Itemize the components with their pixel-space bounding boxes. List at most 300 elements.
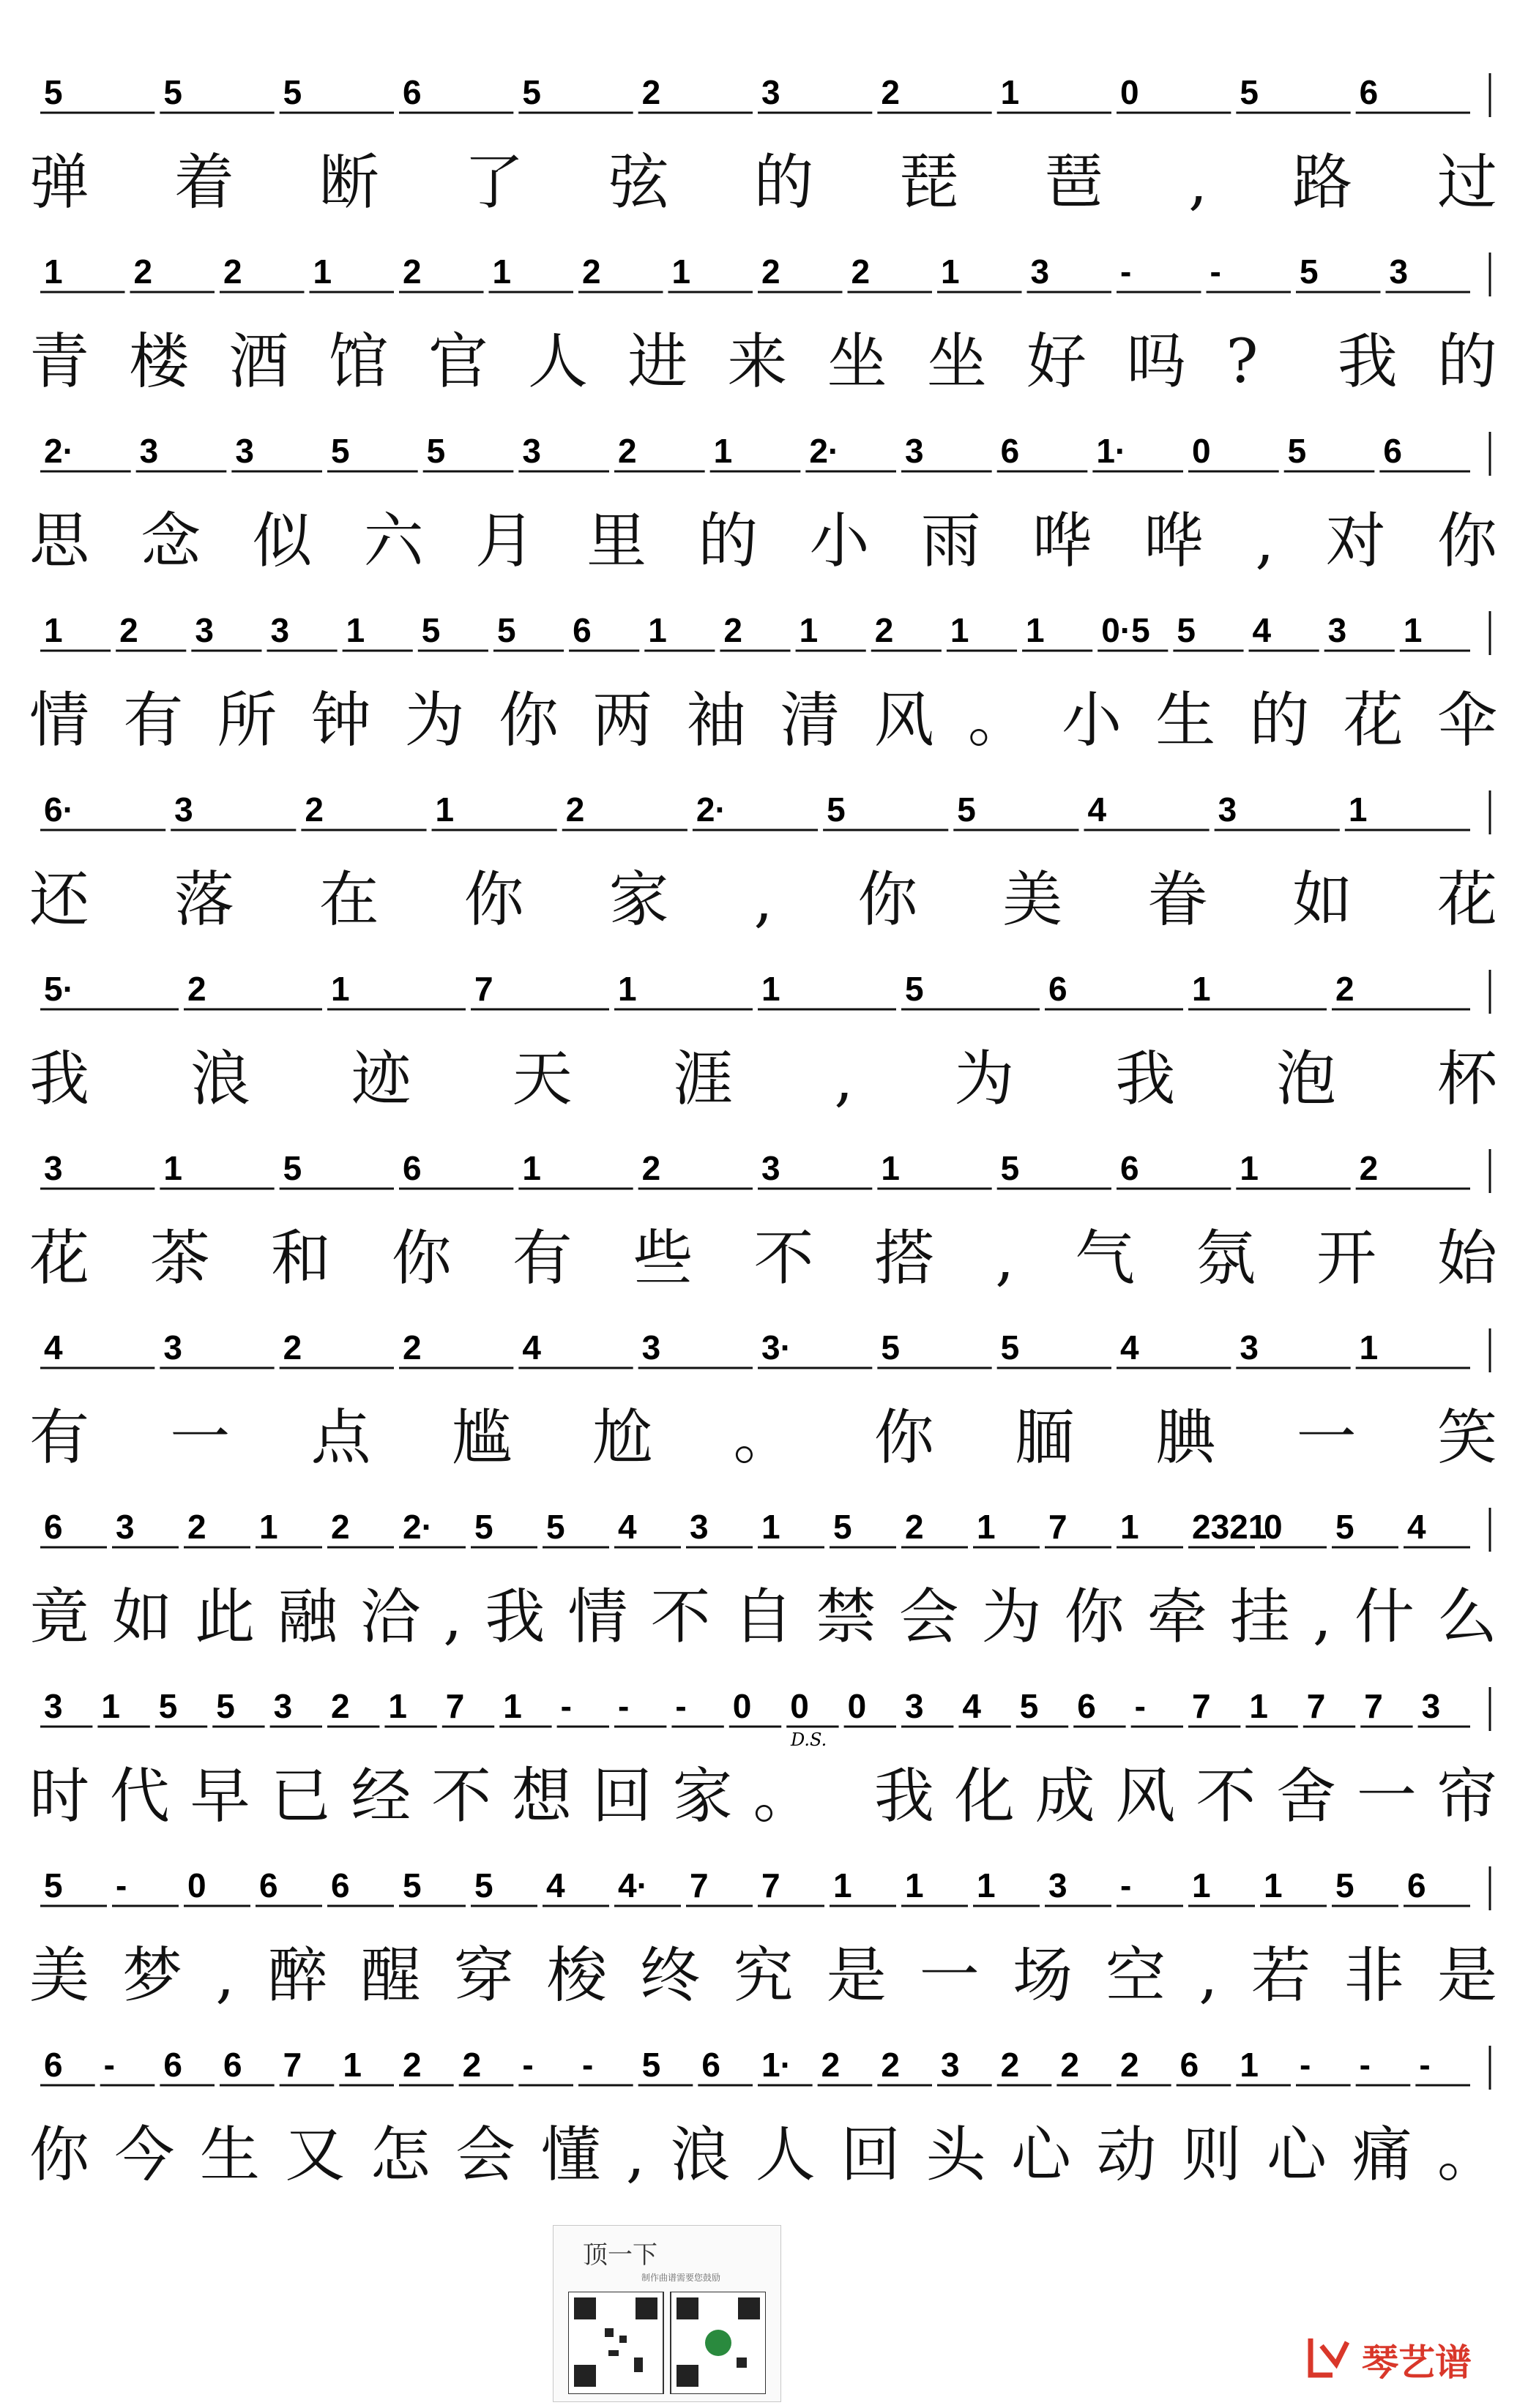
lyric-char: 终	[640, 1941, 701, 2011]
brand-name: 琴艺谱	[1362, 2341, 1472, 2384]
lyric-char: 化	[954, 1762, 1015, 1831]
lyric-char: 代	[109, 1762, 170, 1831]
lyrics-row	[29, 322, 1497, 403]
notation-row	[29, 1134, 1497, 1222]
lyric-char: 眷	[1147, 865, 1208, 935]
lyric-char: ,	[753, 865, 773, 935]
note: 6	[331, 1866, 350, 1904]
note: 0	[1120, 73, 1139, 111]
lyric-char: 帘	[1436, 1762, 1497, 1831]
lyric-char: 来	[727, 327, 788, 397]
lyric-char: 袖	[686, 686, 747, 755]
notation-row	[29, 1314, 1497, 1402]
note: 1	[343, 2046, 362, 2084]
note: 6	[259, 1866, 278, 1904]
note: 1	[503, 1687, 522, 1725]
lyric-char: 如	[1292, 865, 1353, 935]
lyric-char: 哗	[1032, 506, 1092, 576]
note: 1	[648, 611, 667, 649]
lyric-char: 我	[873, 1762, 934, 1831]
lyric-char: 家	[672, 1762, 733, 1831]
note: 2	[1120, 2046, 1139, 2084]
donation-subtitle: 制作曲谱需要您鼓励	[641, 2273, 721, 2283]
lyric-char: 思	[29, 506, 90, 576]
note: 2	[223, 253, 242, 291]
lyrics-row	[29, 1936, 1497, 2016]
note: 3	[761, 73, 780, 111]
note: 1	[941, 253, 960, 291]
lyric-char: 月	[474, 506, 535, 576]
lyric-char: 人	[755, 2120, 816, 2190]
lyric-char: ?	[1226, 327, 1259, 397]
note: 1	[1240, 2046, 1259, 2084]
note: 5	[1000, 1149, 1020, 1187]
note: 3	[163, 1328, 182, 1366]
note: 2	[851, 253, 871, 291]
note: 2	[1060, 2046, 1079, 2084]
note: 2	[905, 1508, 924, 1546]
lyric-char: 对	[1325, 506, 1386, 576]
note: 0	[732, 1687, 752, 1725]
lyric-char: 挂	[1229, 1582, 1290, 1652]
note: 3	[1030, 253, 1050, 291]
note: 2	[1359, 1149, 1379, 1187]
lyric-char: ,	[995, 1224, 1015, 1293]
note: 6	[1077, 1687, 1096, 1725]
lyric-char: 氛	[1196, 1224, 1256, 1293]
notation-row	[29, 59, 1497, 146]
note: 1	[388, 1687, 407, 1725]
lyric-char: 清	[780, 686, 841, 755]
lyric-char: 坐	[827, 327, 887, 397]
lyric-char: 空	[1106, 1941, 1166, 2011]
notation-row	[29, 955, 1497, 1043]
note: -	[1120, 253, 1132, 291]
lyric-char: 涯	[673, 1044, 734, 1114]
lyric-char: 路	[1292, 148, 1353, 217]
lyric-char: 腼	[1015, 1403, 1076, 1473]
lyric-char: 会	[898, 1582, 959, 1652]
lyric-char: 我	[1337, 327, 1398, 397]
note: 6	[44, 1508, 63, 1546]
notation-svg	[29, 238, 1497, 326]
lyric-char: 回	[592, 1762, 652, 1831]
note: 2	[821, 2046, 841, 2084]
lyric-char: 伞	[1436, 686, 1497, 755]
lyric-char: 醉	[267, 1941, 328, 2011]
note: 1	[799, 611, 819, 649]
lyric-char: 你	[873, 1403, 934, 1473]
brand-logo	[1303, 2327, 1508, 2386]
lyric-char: 的	[753, 148, 814, 217]
note: -	[1300, 2046, 1311, 2084]
note: 1	[1264, 1866, 1283, 1904]
lyric-char: 已	[270, 1762, 331, 1831]
note: 4	[1407, 1508, 1426, 1546]
lyrics-row	[29, 860, 1497, 941]
note: 7	[1048, 1508, 1067, 1546]
lyrics-row	[29, 1219, 1497, 1299]
lyric-char: 泡	[1276, 1044, 1337, 1114]
lyric-char: 怎	[370, 2120, 431, 2190]
note: 4	[1252, 611, 1272, 649]
note: 3	[195, 611, 214, 649]
lyric-char: 成	[1035, 1762, 1095, 1831]
note: 3	[44, 1687, 63, 1725]
lyric-char: ,	[625, 2120, 645, 2190]
lyric-char: 落	[174, 865, 234, 935]
lyric-char: 花	[1436, 865, 1497, 935]
lyric-char: 小	[1062, 686, 1122, 755]
notation-row	[29, 2031, 1497, 2119]
lyric-char: ,	[1255, 506, 1275, 576]
note: 3	[1048, 1866, 1067, 1904]
note: 0	[1264, 1508, 1283, 1546]
notation-row	[29, 597, 1497, 684]
note: 1	[713, 432, 733, 470]
note: 5	[1300, 253, 1319, 291]
lyric-char: 。	[1436, 2120, 1497, 2190]
lyric-char: 人	[528, 327, 589, 397]
note: 1	[101, 1687, 120, 1725]
lyric-char: 些	[633, 1224, 693, 1293]
note: 1	[977, 1866, 996, 1904]
note: 1	[1192, 970, 1211, 1008]
note: 3	[941, 2046, 960, 2084]
lyric-char: 早	[190, 1762, 250, 1831]
note: 5	[546, 1508, 565, 1546]
lyric-char: 为	[954, 1044, 1015, 1114]
note: 5·	[44, 970, 74, 1008]
note: 6	[701, 2046, 720, 2084]
lyric-char: 情	[567, 1582, 628, 1652]
note: 5	[44, 73, 63, 111]
note: 3	[641, 1328, 661, 1366]
notation-row	[29, 1493, 1497, 1581]
lyric-char: 坐	[926, 327, 987, 397]
note: 6	[1407, 1866, 1426, 1904]
note: 3	[174, 790, 193, 829]
note: 2	[565, 790, 585, 829]
lyric-char: 你	[463, 865, 524, 935]
lyric-char: 了	[463, 148, 524, 217]
lyric-char: 洽	[360, 1582, 421, 1652]
lyric-char: 梭	[547, 1941, 608, 2011]
note: 2	[1000, 2046, 1020, 2084]
note: 2	[283, 1328, 302, 1366]
lyric-char: 你	[1064, 1582, 1125, 1652]
lyric-char: 不	[650, 1582, 711, 1652]
note: 6	[1383, 432, 1402, 470]
note: 5	[833, 1508, 852, 1546]
lyric-char: 的	[698, 506, 759, 576]
note: 2·	[696, 790, 726, 829]
note: 1	[905, 1866, 924, 1904]
note: 1	[313, 253, 332, 291]
lyric-char: 进	[627, 327, 688, 397]
lyric-char: 和	[270, 1224, 331, 1293]
note: 5	[641, 2046, 661, 2084]
lyric-char: 究	[733, 1941, 794, 2011]
note: 6	[403, 73, 422, 111]
dal-segno-mark: D.S.	[791, 1730, 827, 1750]
note: 2	[119, 611, 138, 649]
note: 3	[522, 432, 541, 470]
notation-svg	[29, 2031, 1497, 2119]
note: 7	[1192, 1687, 1211, 1725]
lyric-char: ,	[834, 1044, 854, 1114]
note: 5	[1019, 1687, 1039, 1725]
note: 5	[1335, 1866, 1354, 1904]
lyric-char: 美	[1002, 865, 1063, 935]
note: 2	[403, 2046, 422, 2084]
lyrics-row	[29, 2115, 1497, 2196]
note: 5	[905, 970, 924, 1008]
note: 5	[827, 790, 846, 829]
note: 1·	[761, 2046, 791, 2084]
note: 1·	[1096, 432, 1127, 470]
lyric-char: 你	[857, 865, 918, 935]
note: 1	[346, 611, 365, 649]
lyric-char: 。	[733, 1403, 794, 1473]
note: 5	[474, 1508, 493, 1546]
note: -	[1120, 1866, 1132, 1904]
lyric-char: 回	[841, 2120, 901, 2190]
note: 6	[1359, 73, 1379, 111]
donation-title: 顶一下	[583, 2240, 657, 2270]
note: 2	[331, 1508, 350, 1546]
note: -	[1419, 2046, 1431, 2084]
note: 1	[1026, 611, 1045, 649]
note: 4	[546, 1866, 565, 1904]
lyric-char: 么	[1436, 1582, 1497, 1652]
lyric-char: 经	[351, 1762, 411, 1831]
note: 7	[761, 1866, 780, 1904]
notation-svg	[29, 1493, 1497, 1581]
note: -	[522, 2046, 534, 2084]
note: 5	[331, 432, 350, 470]
lyric-char: 杯	[1436, 1044, 1497, 1114]
note: -	[1134, 1687, 1146, 1725]
notation-svg	[29, 1672, 1497, 1760]
note: 2	[761, 253, 780, 291]
note: 2	[881, 2046, 900, 2084]
lyric-char: 你	[1436, 506, 1497, 576]
lyric-char: 一	[919, 1941, 980, 2011]
note: 1	[977, 1508, 996, 1546]
lyric-char: 醒	[360, 1941, 421, 2011]
note: 1	[331, 970, 350, 1008]
lyric-char: 尴	[451, 1403, 512, 1473]
lyric-char: 过	[1436, 148, 1497, 217]
note: 6	[223, 2046, 242, 2084]
note: -	[618, 1687, 630, 1725]
note: 1	[1120, 1508, 1139, 1546]
note: 5	[881, 1328, 900, 1366]
lyric-char: 痛	[1352, 2120, 1412, 2190]
lyric-char: 为	[981, 1582, 1042, 1652]
qr-code-image	[568, 2292, 766, 2394]
lyric-char: 念	[141, 506, 201, 576]
notation-svg	[29, 1134, 1497, 1222]
note: -	[1210, 253, 1221, 291]
note: 3	[1421, 1687, 1441, 1725]
lyric-char: 牵	[1147, 1582, 1207, 1652]
lyric-char: 馆	[328, 327, 389, 397]
note: 3	[1389, 253, 1409, 291]
note: 6	[44, 2046, 63, 2084]
note: 3	[44, 1149, 63, 1187]
note: 6	[573, 611, 592, 649]
lyric-char: 断	[318, 148, 379, 217]
lyric-char: 官	[428, 327, 488, 397]
note: -	[675, 1687, 687, 1725]
note: 6	[163, 2046, 182, 2084]
lyric-char: 在	[318, 865, 379, 935]
lyric-char: 点	[310, 1403, 371, 1473]
lyric-char: 想	[511, 1762, 572, 1831]
lyric-char: 花	[29, 1224, 90, 1293]
note: 1	[435, 790, 455, 829]
lyric-char: 始	[1436, 1224, 1497, 1293]
notation-row	[29, 417, 1497, 505]
lyric-char: 好	[1026, 327, 1087, 397]
lyric-char: 你	[498, 686, 559, 755]
lyric-char: ,	[1199, 1941, 1218, 2011]
note: 2	[331, 1687, 350, 1725]
note: 1	[761, 1508, 780, 1546]
note: 0	[790, 1687, 809, 1725]
notation-row	[29, 776, 1497, 864]
note: 0·5	[1101, 611, 1150, 649]
lyric-char: 时	[29, 1762, 90, 1831]
note: 2·	[403, 1508, 433, 1546]
note: 2	[881, 73, 900, 111]
note: 3	[273, 1687, 293, 1725]
lyric-char: 我	[29, 1044, 90, 1114]
lyric-char: 一	[1356, 1762, 1417, 1831]
lyric-char: ,	[443, 1582, 463, 1652]
note: 4	[522, 1328, 541, 1366]
lyric-char: 是	[1436, 1941, 1497, 2011]
lyric-char: 里	[586, 506, 647, 576]
lyric-char: 钟	[310, 686, 371, 755]
notation-svg	[29, 776, 1497, 864]
notation-row	[29, 238, 1497, 326]
note: 3·	[761, 1328, 791, 1366]
piano-key-logo-icon	[1303, 2331, 1354, 2382]
notation-svg	[29, 955, 1497, 1043]
lyric-char: 还	[29, 865, 90, 935]
lyric-char: 吗	[1126, 327, 1187, 397]
lyric-char: 自	[733, 1582, 794, 1652]
lyric-char: 梦	[122, 1941, 183, 2011]
note: 4	[1120, 1328, 1139, 1366]
lyric-char: 浪	[190, 1044, 250, 1114]
note: 5	[1287, 432, 1307, 470]
donation-box[interactable]	[553, 2225, 781, 2402]
note: 3	[116, 1508, 135, 1546]
note: 7	[474, 970, 493, 1008]
note: 2	[403, 253, 422, 291]
note: 0	[1192, 432, 1211, 470]
lyric-char: 你	[29, 2120, 90, 2190]
note: 5	[522, 73, 541, 111]
lyric-char: 有	[29, 1403, 90, 1473]
note: 2	[874, 611, 894, 649]
lyric-char: 不	[431, 1762, 492, 1831]
lyric-char: 今	[114, 2120, 175, 2190]
notation-svg	[29, 59, 1497, 146]
note: 2	[133, 253, 153, 291]
note: 2	[462, 2046, 482, 2084]
footer	[0, 2225, 1528, 2408]
lyric-char: 楼	[129, 327, 190, 397]
lyric-char: 生	[1155, 686, 1216, 755]
lyric-char: 的	[1249, 686, 1310, 755]
lyric-char: 我	[485, 1582, 545, 1652]
note: 1	[618, 970, 637, 1008]
lyric-char: 如	[112, 1582, 173, 1652]
note: 1	[1403, 611, 1423, 649]
lyric-char: 穿	[453, 1941, 514, 2011]
note: 5	[216, 1687, 235, 1725]
lyric-char: 家	[608, 865, 669, 935]
lyric-char: ,	[215, 1941, 235, 2011]
lyric-char: 琵	[898, 148, 959, 217]
note: 2	[723, 611, 743, 649]
lyric-char: 茶	[149, 1224, 210, 1293]
note: 1	[163, 1149, 182, 1187]
lyric-char: 天	[512, 1044, 573, 1114]
note: 4·	[618, 1866, 648, 1904]
lyric-char: 则	[1181, 2120, 1242, 2190]
lyric-char: 酒	[228, 327, 289, 397]
lyric-char: 弹	[29, 148, 90, 217]
lyric-char: 懂	[540, 2120, 601, 2190]
note: 3	[690, 1508, 709, 1546]
lyric-char: 心	[1267, 2120, 1327, 2190]
lyric-char: 开	[1316, 1224, 1377, 1293]
note: 3	[1240, 1328, 1259, 1366]
note: 1	[1192, 1866, 1211, 1904]
lyrics-row	[29, 1757, 1497, 1837]
lyric-char: ,	[1188, 148, 1208, 217]
lyric-char: 尬	[592, 1403, 653, 1473]
note: 1	[1359, 1328, 1379, 1366]
lyric-char: 的	[1436, 327, 1497, 397]
lyric-char: 。	[967, 686, 1028, 755]
lyric-char: 似	[252, 506, 313, 576]
note: -	[1359, 2046, 1371, 2084]
lyric-char: 迹	[351, 1044, 411, 1114]
lyric-char: 花	[1343, 686, 1404, 755]
lyric-char: 所	[217, 686, 277, 755]
note: 7	[1306, 1687, 1326, 1725]
note: 7	[283, 2046, 302, 2084]
note: 6	[403, 1149, 422, 1187]
lyric-char: 非	[1343, 1941, 1404, 2011]
note: 1	[950, 611, 969, 649]
lyric-char: 若	[1251, 1941, 1311, 2011]
note: 2	[618, 432, 637, 470]
lyrics-row	[29, 1398, 1497, 1478]
note: 1	[1000, 73, 1020, 111]
lyric-char: 美	[29, 1941, 90, 2011]
note: 0	[847, 1687, 867, 1725]
note: 1	[671, 253, 691, 291]
note: 4	[44, 1328, 63, 1366]
